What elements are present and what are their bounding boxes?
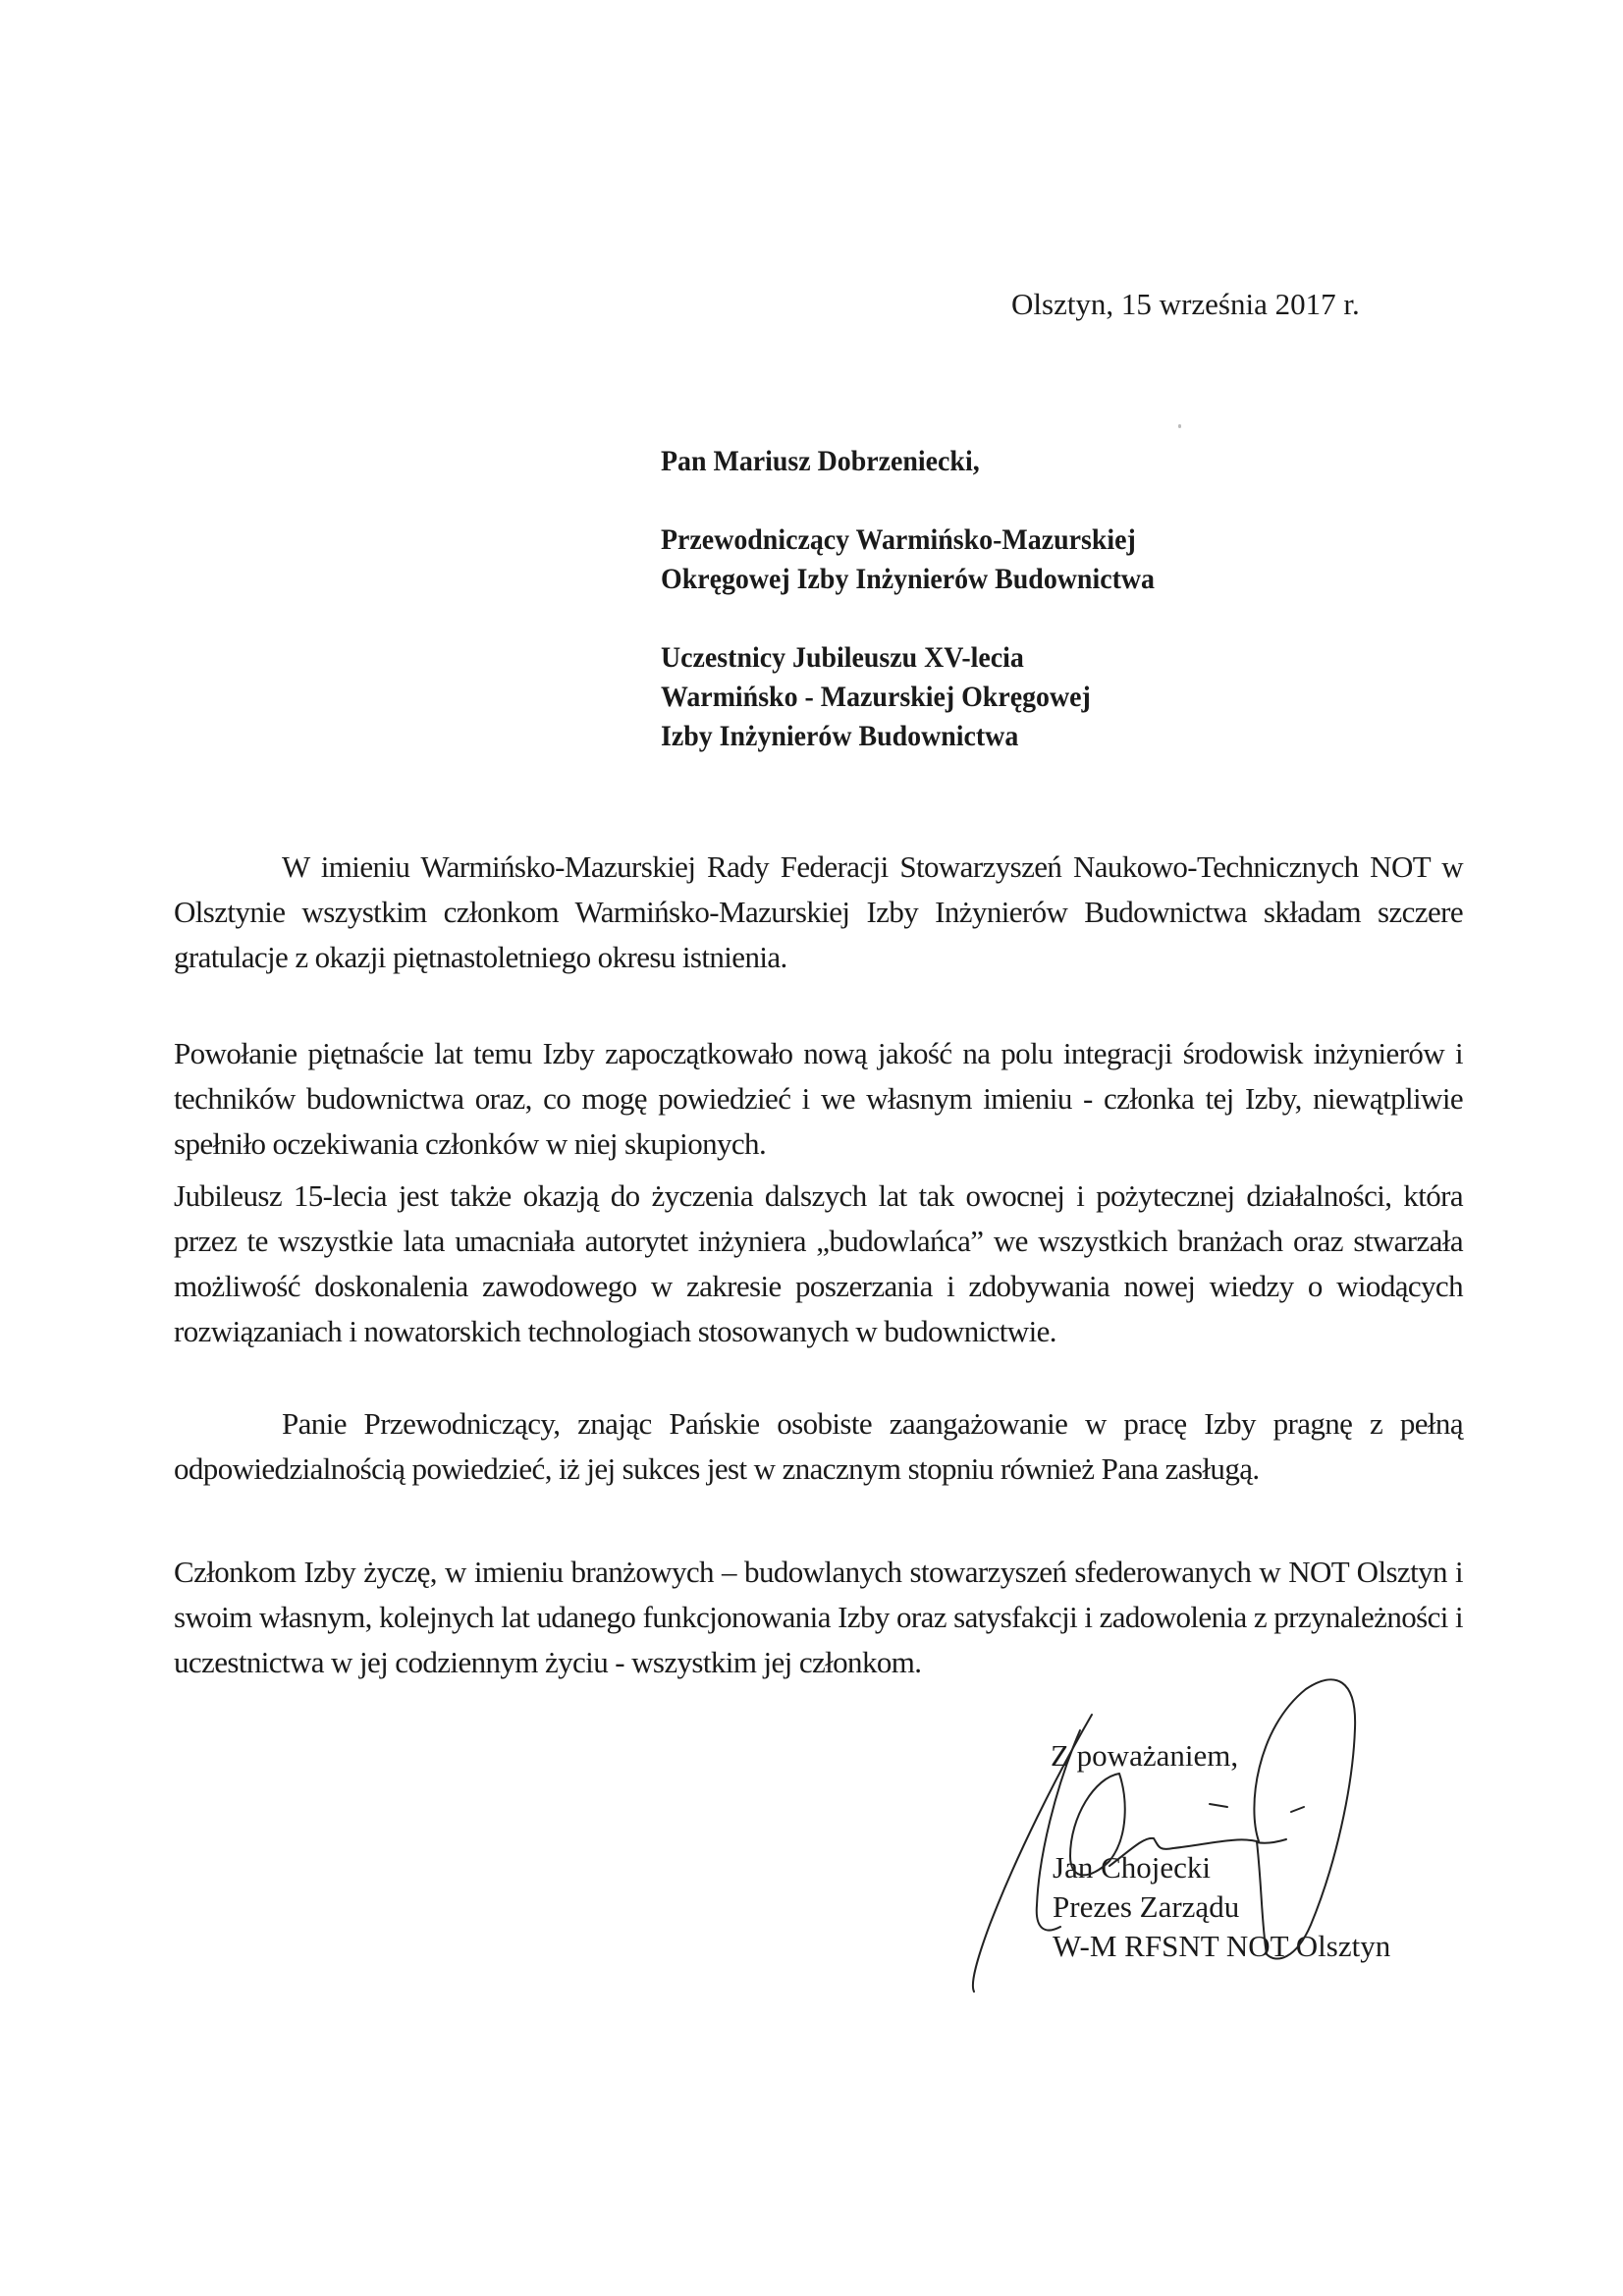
signatory-position: Prezes Zarządu (1053, 1889, 1240, 1924)
closing-salutation: Z poważaniem, (1051, 1738, 1239, 1773)
participants-line: Izby Inżynierów Budownictwa (661, 720, 1019, 752)
participants-line: Warmińsko - Mazurskiej Okręgowej (661, 681, 1091, 713)
body-paragraph: Panie Przewodniczący, znając Pańskie osobiste zaangażowanie w pracę Izby pragnę z pełną odpowiedzialnością powiedzieć, iż jej sukces jest w znacznym stopniu również Pana zasługą. (174, 1406, 1463, 1486)
signatory-organization: W-M RFSNT NOT Olsztyn (1053, 1929, 1391, 1963)
body-paragraph: Jubileusz 15-lecia jest także okazją do życzenia dalszych lat tak owocnej i pożytecznej działalności, która przez te wszystkie lata umacniała autorytet inżyniera „budowlańca” we wszystkich branżach oraz stwarzała możliwość doskonalenia zawodowego w zakresie poszerzania i zdobywania nowej wiedzy o wiodących rozwiązaniach i nowatorskich technologiach stosowanych w budownictwie. (174, 1178, 1463, 1348)
recipient-title-line: Przewodniczący Warmińsko-Mazurskiej (661, 523, 1136, 556)
signatory-name: Jan Chojecki (1053, 1850, 1211, 1885)
recipient-block (661, 442, 1391, 756)
body-paragraph: Powołanie piętnaście lat temu Izby zapoczątkowało nową jakość na polu integracji środowisk inżynierów i techników budownictwa oraz, co mogę powiedzieć i we własnym imieniu - członka tej Izby, niewątpliwie spełniło oczekiwania członków w niej skupionych. (174, 1036, 1463, 1161)
body-paragraph: W imieniu Warmińsko-Mazurskiej Rady Federacji Stowarzyszeń Naukowo-Technicznych NOT w Olsztynie wszystkim członkom Warmińsko-Mazurskiej Izby Inżynierów Budownictwa składam szczere gratulacje z okazji piętnastoletniego okresu istnienia. (174, 849, 1463, 974)
body-paragraph: Członkom Izby życzę, w imieniu branżowych – budowlanych stowarzyszeń sfederowanych w NOT Olsztyn i swoim własnym, kolejnych lat udanego funkcjonowania Izby oraz satysfakcji i zadowolenia z przynależności i uczestnictwa w jej codziennym życiu - wszystkim jej członkom. (174, 1555, 1463, 1679)
signature-stroke (1257, 1839, 1286, 1843)
signatory-block (1053, 1848, 1390, 1966)
recipient-title-line: Okręgowej Izby Inżynierów Budownictwa (661, 563, 1155, 595)
recipient-name: Pan Mariusz Dobrzeniecki, (661, 445, 980, 477)
signature-stroke (1291, 1807, 1304, 1812)
scan-speck (1178, 424, 1181, 428)
signature-stroke (1210, 1804, 1227, 1807)
handwritten-signature (962, 1669, 1453, 2023)
date-line: Olsztyn, 15 września 2017 r. (1011, 287, 1360, 321)
participants-line: Uczestnicy Jubileuszu XV-lecia (661, 641, 1024, 674)
